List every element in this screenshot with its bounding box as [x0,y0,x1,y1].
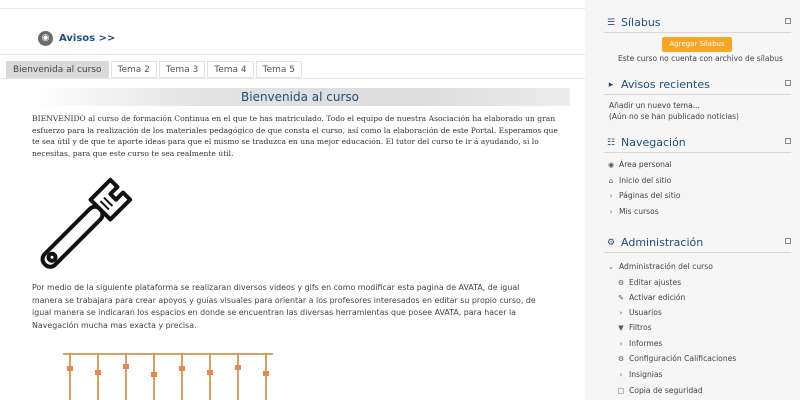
nav-item-label: Área personal [619,160,672,169]
avisos-recientes-divider [604,94,791,95]
section-title-banner [30,88,570,106]
tab-bienvenida[interactable]: Bienvenida al curso [6,61,109,78]
chevron-down-icon: ⌄ [608,262,614,271]
admin-item-usuarios[interactable] [617,308,662,317]
navegacion-collapse-icon[interactable] [785,138,791,144]
nav-item-paginas[interactable] [607,191,680,200]
top-divider [0,8,585,9]
admin-item-label: Informes [629,339,663,348]
chevron-right-icon: › [609,207,613,216]
admin-item-config-calificaciones[interactable] [617,354,736,363]
silabus-note: Este curso no cuenta con archivo de sílabus [618,54,783,63]
admin-item-label: Administración del curso [619,262,713,271]
nav-item-mis-cursos[interactable] [607,207,659,216]
admin-item-label: Insignias [629,370,663,379]
silabus-title: Sílabus [621,16,661,29]
admin-item-label: Usuarios [629,308,662,317]
admin-item-label: Filtros [629,323,652,332]
administracion-header [606,236,703,249]
nav-item-label: Inicio del sitio [619,176,672,185]
avisos-link[interactable] [38,31,115,46]
home-icon: ⌂ [608,176,614,185]
tab-tema-4[interactable]: Tema 4 [207,61,253,78]
tab-tema-3[interactable]: Tema 3 [159,61,205,78]
filter-icon: ▼ [618,323,624,332]
avisos-recientes-header [606,78,710,91]
admin-item-copia-seguridad[interactable] [617,386,703,395]
administracion-title: Administración [621,236,704,249]
tabs-divider [0,78,585,79]
section-tabs [6,61,304,78]
navegacion-divider [604,152,791,153]
file-icon: □ [617,386,625,395]
admin-item-informes[interactable] [617,339,662,348]
intro-paragraph: BIENVENIDO al curso de formación Continua en el que te has matriculado. Todo el equipo de nuestra Asociación ha elaborado un gran esfuerzo para la realización de los materiales pedagógico de que consta el curso, así como la elaboración de este Portal. Esperamos que te sea útil y de que te aporte ideas para que el mismo se traduzca en una mejor educación. El tutor del curso te ir á ayudando, si lo necesitas, para que este curso te sea realmente útil. [32,114,558,158]
bullhorn-icon: ▸ [608,79,614,90]
nav-item-label: Páginas del sitio [619,191,681,200]
avisos-forum-icon: ◉ [38,31,53,46]
nav-item-inicio[interactable] [607,176,671,185]
admin-item-label: Editar ajustes [629,278,682,287]
gears-icon: ⚙ [606,237,616,248]
hanging-lamps-image [58,350,278,400]
platform-description: Por medio de la siguiente plataforma se realizaran diversos videos y gifs en como modificar esta pagina de AVATA, de igual manera se trabajara para crear apoyos y guías visuales para orientar a los profesores interesados en editar su propio curso, de igual manera se indicaran los espacios en donde se encuentran las diversas herramientas que posee AVATA, para hacer la Navegación mucha mas exacta y precisa. [32,283,536,330]
admin-item-course-admin[interactable] [607,262,713,271]
admin-item-insignias[interactable] [617,370,662,379]
administracion-divider [604,252,791,253]
dashboard-icon: ◉ [607,160,615,169]
navegacion-title: Navegación [621,136,686,149]
admin-item-label: Copia de seguridad [629,386,703,395]
nav-item-label: Mis cursos [619,207,659,216]
silabus-block-header [606,16,661,29]
admin-item-filtros[interactable] [617,323,652,332]
admin-item-label: Configuración Calificaciones [629,354,737,363]
avisos-label[interactable]: Avisos >> [59,33,116,44]
add-topic-link[interactable]: Añadir un nuevo tema... [609,101,700,110]
wrench-icon [32,173,142,273]
right-sidebar [598,0,795,400]
avisos-recientes-content [609,100,739,122]
avisos-collapse-icon[interactable] [785,80,791,86]
silabus-collapse-icon[interactable] [785,18,791,24]
chevron-right-icon: › [609,191,613,200]
admin-item-label: Activar edición [629,293,686,302]
chevron-right-icon: › [619,370,623,379]
add-silabus-button[interactable]: Agregar Sílabus [662,37,732,52]
navegacion-header [606,136,686,149]
tab-tema-5[interactable]: Tema 5 [256,61,302,78]
pencil-icon: ✎ [618,293,624,302]
sitemap-icon: ☷ [606,137,616,148]
silabus-divider [604,32,791,33]
no-news-text: (Aún no se han publicado noticias) [609,112,739,121]
admin-item-editar-ajustes[interactable] [617,278,681,287]
list-icon: ☰ [606,17,616,28]
tab-tema-2[interactable]: Tema 2 [111,61,157,78]
avisos-recientes-title: Avisos recientes [621,78,710,91]
section-title: Bienvenida al curso [241,90,359,104]
nav-item-area-personal[interactable] [607,160,672,169]
chevron-right-icon: › [619,308,623,317]
chevron-right-icon: › [619,339,623,348]
admin-item-activar-edicion[interactable] [617,293,685,302]
administracion-collapse-icon[interactable] [785,238,791,244]
avisos-divider [0,54,585,55]
gear-icon: ⚙ [617,278,625,287]
gear-icon: ⚙ [617,354,625,363]
